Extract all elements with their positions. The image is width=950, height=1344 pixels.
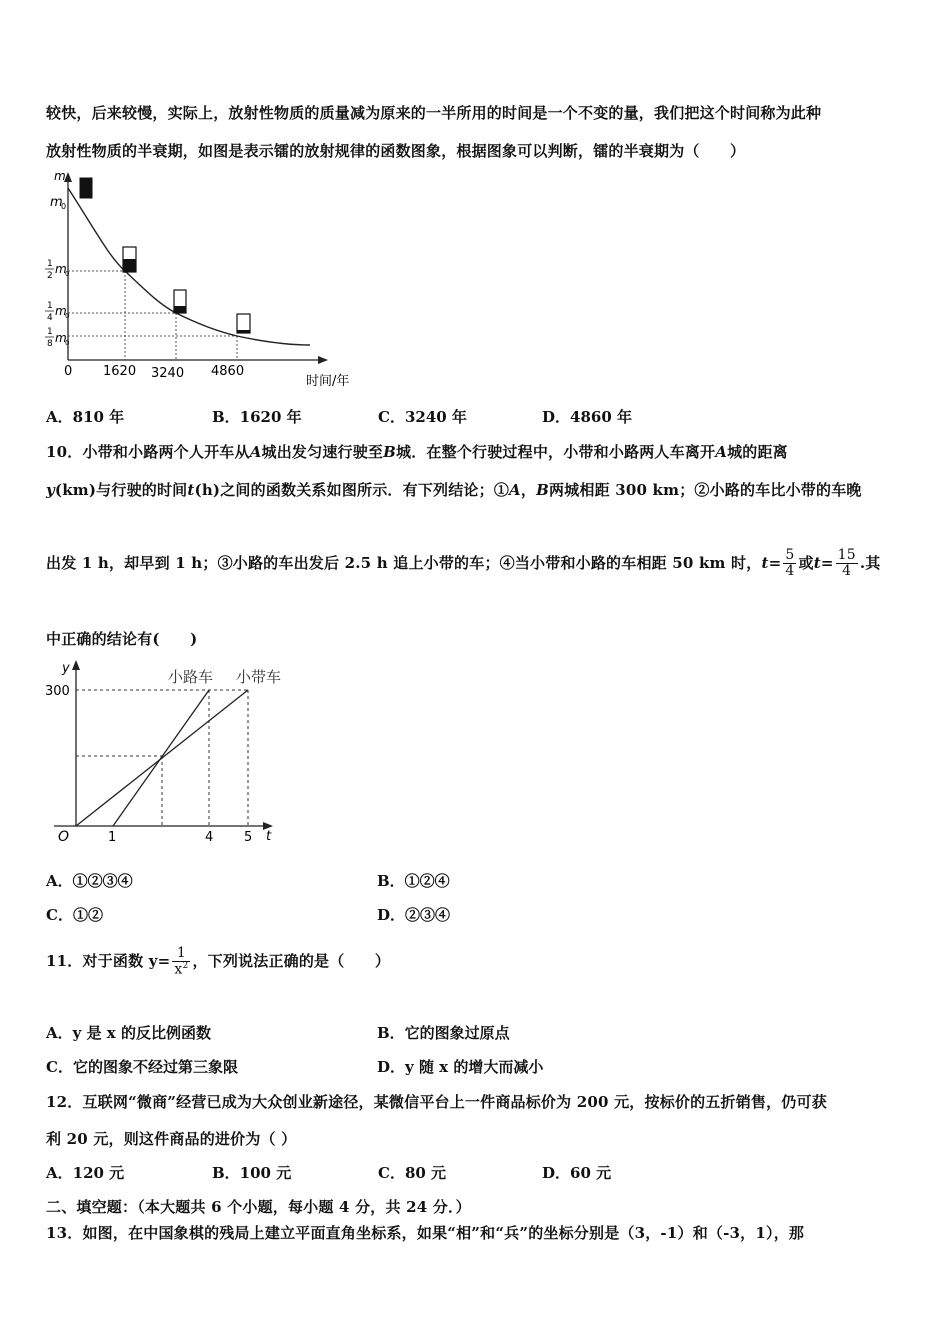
radium-decay-chart [40,170,370,395]
section-2-heading: 二、填空题：（本大题共 6 个小题，每小题 4 分，共 24 分．） [46,1198,471,1216]
fraction-5-4: $\frac{5}{4}$ [785,547,795,580]
decay-x-arrow [318,356,328,364]
svg-text:m: m [55,262,67,276]
jar-eighth-icon [237,314,250,333]
q10-option-d: D．②③④ [377,906,451,924]
jar-half-icon [123,247,136,272]
q9-option-d: D．4860 年 [542,408,632,426]
svg-text:m: m [55,331,67,345]
fraction-15-4: $\frac{15}{4}$ [837,547,856,580]
dt-y-label: y [62,661,70,676]
q11-option-c: C．它的图象不经过第三象限 [46,1058,238,1076]
svg-text:4: 4 [47,313,53,323]
decay-xtick-4860: 4860 [211,364,245,379]
q12-line-2: 利 20 元，则这件商品的进价为（ ） [46,1130,297,1148]
decay-xtick-0: 0 [64,364,73,379]
jar-quarter-icon [174,290,186,313]
q9-line-2: 放射性物质的半衰期，如图是表示镭的放射规律的函数图象，根据图象可以判断，镭的半衰期为（ ） [46,142,746,160]
q10-line-1: 10．小带和小路两个人开车从A城出发匀速行驶至B城．在整个行驶过程中，小带和小路两人车离开A城的距离 [46,443,788,461]
dt-line-xiaolu [113,690,209,826]
svg-text:2: 2 [47,271,53,281]
q11-option-d: D．y 随 x 的增大而减小 [377,1058,544,1076]
decay-ytick-half [45,259,69,281]
dt-legend-xiaolu: 小路车 [168,668,214,686]
svg-text:1: 1 [47,327,53,337]
fraction-1-x2: $\frac{1}{x^2}$ [174,945,189,979]
decay-ytick-m0 [50,195,66,211]
q13-line-1: 13．如图，在中国象棋的残局上建立平面直角坐标系，如果“相”和“兵”的坐标分别是（3，-1）和（-3，1），那 [46,1224,805,1242]
dt-legend-xiaodai: 小带车 [236,668,282,686]
dt-origin-label: O [58,829,70,845]
svg-text:m: m [55,304,67,318]
q12-option-c: C．80 元 [378,1164,447,1182]
decay-curve [68,188,310,345]
decay-y-label: m [54,170,66,183]
svg-text:8: 8 [47,339,53,349]
svg-text:1: 1 [47,259,53,269]
q10-option-b: B．①②④ [377,872,450,890]
q10-line-2: y(km)与行驶的时间t(h)之间的函数关系如图所示．有下列结论；①A，B两城相距 300 km；②小路的车比小带的车晚 [46,481,862,499]
decay-ytick-eighth [45,327,69,349]
jar-full-icon [80,178,92,198]
dt-ytick-300: 300 [45,684,70,699]
decay-xtick-3240: 3240 [151,366,185,381]
q10-option-c: C．①② [46,906,103,924]
svg-text:m: m [50,195,63,210]
decay-xtick-1620: 1620 [103,364,137,379]
q10-line-3: 出发 1 h，却早到 1 h；③小路的车出发后 2.5 h 追上小带的车；④当小带和小路的车相距 50 km 时，t= $\frac{5}{4}$ 或t= $\frac{15}{4}$ .其 [46,547,881,580]
dt-y-arrow [72,660,80,670]
svg-text:0: 0 [65,312,70,320]
distance-time-chart [40,658,300,850]
dt-xtick-4: 4 [205,830,214,845]
dt-xtick-1: 1 [108,830,117,845]
svg-text:0: 0 [65,339,70,347]
q10-line-4: 中正确的结论有( ) [46,630,198,648]
q11-option-a: A．y 是 x 的反比例函数 [46,1024,211,1042]
dt-xtick-5: 5 [244,830,253,845]
svg-text:0: 0 [61,202,67,211]
svg-text:1: 1 [47,301,53,311]
q9-line-1: 较快，后来较慢，实际上，放射性物质的质量减为原来的一半所用的时间是一个不变的量，我们把这个时间称为此种 [46,104,822,122]
decay-x-label: 时间/年 [306,374,350,389]
q12-line-1: 12．互联网“微商”经营已成为大众创业新途径，某微信平台上一件商品标价为 200 元，按标价的五折销售，仍可获 [46,1093,827,1111]
q12-option-b: B．100 元 [212,1164,292,1182]
q9-option-c: C．3240 年 [378,408,467,426]
q9-option-a: A．810 年 [46,408,125,426]
dt-x-label: t [266,829,272,844]
decay-ytick-quarter [45,301,69,323]
q12-option-a: A．120 元 [46,1164,125,1182]
q12-option-d: D．60 元 [542,1164,612,1182]
svg-text:0: 0 [65,270,70,278]
q9-option-b: B．1620 年 [212,408,302,426]
q10-option-a: A．①②③④ [46,872,133,890]
q11-stem: 11．对于函数 y= $\frac{1}{x^2}$ ，下列说法正确的是（ ） [46,945,391,979]
q11-option-b: B．它的图象过原点 [377,1024,510,1042]
